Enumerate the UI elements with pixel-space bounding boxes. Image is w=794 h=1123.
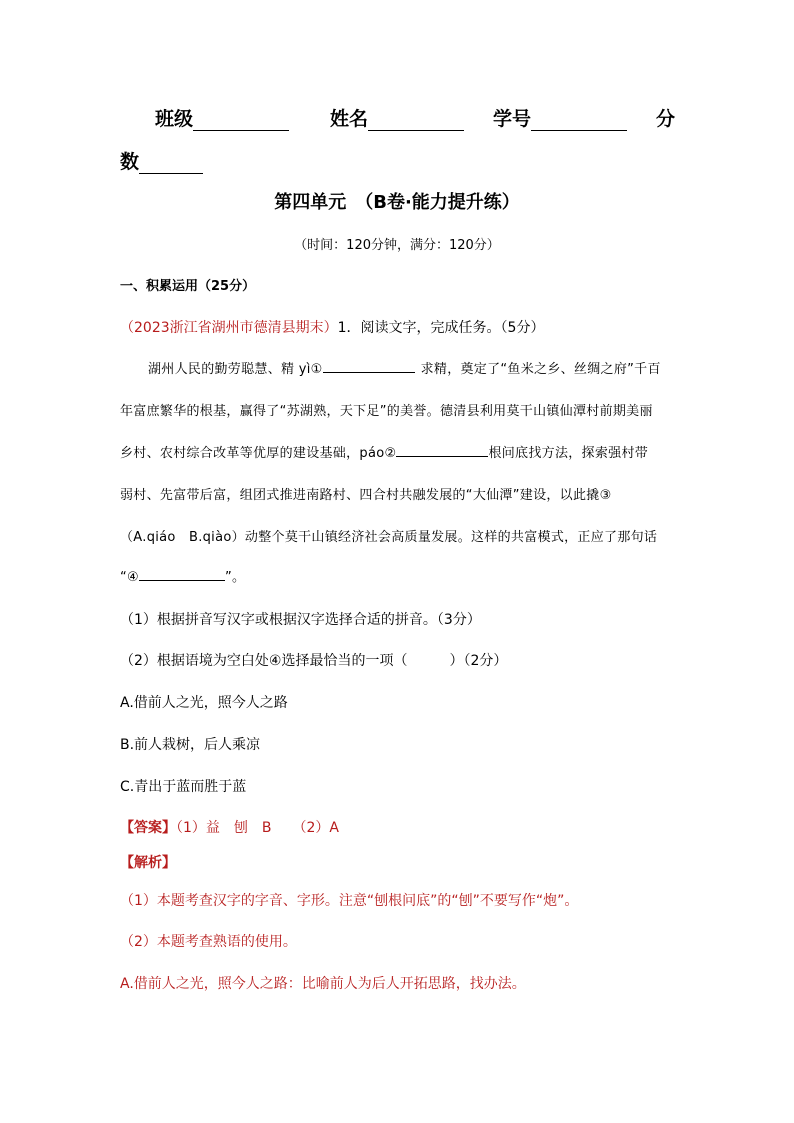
passage-line-3 <box>120 442 648 461</box>
name-field <box>330 104 464 131</box>
section-heading: 一、积累运用（25分） <box>120 279 256 294</box>
class-label: 班级 <box>155 108 194 130</box>
question-text: 1．阅读文字，完成任务。（5分） <box>337 320 545 336</box>
answer-line <box>120 817 339 837</box>
answer-label: 【答案】 <box>120 820 176 836</box>
option-a[interactable]: A.借前人之光，照今人之路 <box>120 695 288 711</box>
blank-2[interactable] <box>396 442 488 457</box>
blank-4[interactable] <box>139 566 225 581</box>
name-label: 姓名 <box>330 108 369 130</box>
page-subtitle: （时间：120分钟，满分：120分） <box>294 238 500 253</box>
option-b[interactable]: B.前人栽树，后人乘凉 <box>120 737 261 753</box>
sub-question-1: （1）根据拼音写汉字或根据汉字选择合适的拼音。（3分） <box>120 612 481 628</box>
class-field <box>155 104 289 131</box>
passage-text: 求精，奠定了“鱼米之乡、丝绸之府”千百 <box>420 362 661 377</box>
passage-text: “④ <box>120 570 139 585</box>
name-blank[interactable] <box>368 110 464 131</box>
passage-line-4: 弱村、先富带后富，组团式推进南路村、四合村共融发展的“大仙潭”建设，以此撬③ <box>120 488 612 503</box>
analysis-line-2: （2）本题考查熟语的使用。 <box>120 934 297 950</box>
id-field <box>493 104 627 131</box>
option-c[interactable]: C.青出于蓝而胜于蓝 <box>120 779 247 795</box>
analysis-line-1: （1）本题考查汉字的字音、字形。注意“刨根问底”的“刨”不要写作“炮”。 <box>120 893 579 909</box>
passage-text: 根问底找方法，探索强村带 <box>488 446 649 461</box>
answer-text: （1）益 刨 B （2）A <box>176 820 339 836</box>
score-blank[interactable] <box>139 153 203 174</box>
id-blank[interactable] <box>531 110 627 131</box>
passage-text: 湖州人民的勤劳聪慧、精 yì① <box>148 362 323 377</box>
question-source <box>120 317 544 337</box>
passage-line-1 <box>148 358 661 377</box>
analysis-line-3: A.借前人之光，照今人之路：比喻前人为后人开拓思路，找办法。 <box>120 976 526 992</box>
passage-line-2: 年富庶繁华的根基，赢得了“苏湖熟，天下足”的美誉。德清县利用莫干山镇仙潭村前期美丽 <box>120 404 653 419</box>
id-label: 学号 <box>493 108 532 130</box>
score-label-part1: 分 <box>656 108 676 130</box>
class-blank[interactable] <box>193 110 289 131</box>
passage-text: 乡村、农村综合改革等优厚的建设基础，páo② <box>120 446 397 461</box>
passage-line-5: （A.qiáo B.qiào）动整个莫干山镇经济社会高质量发展。这样的共富模式，正应了那句话 <box>120 530 658 545</box>
blank-1[interactable] <box>323 358 415 373</box>
page-title: 第四单元 （B卷·能力提升练） <box>274 192 520 213</box>
sub-question-2: （2）根据语境为空白处④选择最恰当的一项（ ）（2分） <box>120 653 508 669</box>
passage-line-6 <box>120 566 245 585</box>
score-label-part2: 数 <box>120 151 140 173</box>
score-field <box>120 147 203 174</box>
source-tag: （2023浙江省湖州市德清县期末） <box>120 320 338 336</box>
passage-text: ”。 <box>225 570 246 585</box>
analysis-label: 【解析】 <box>120 855 176 871</box>
